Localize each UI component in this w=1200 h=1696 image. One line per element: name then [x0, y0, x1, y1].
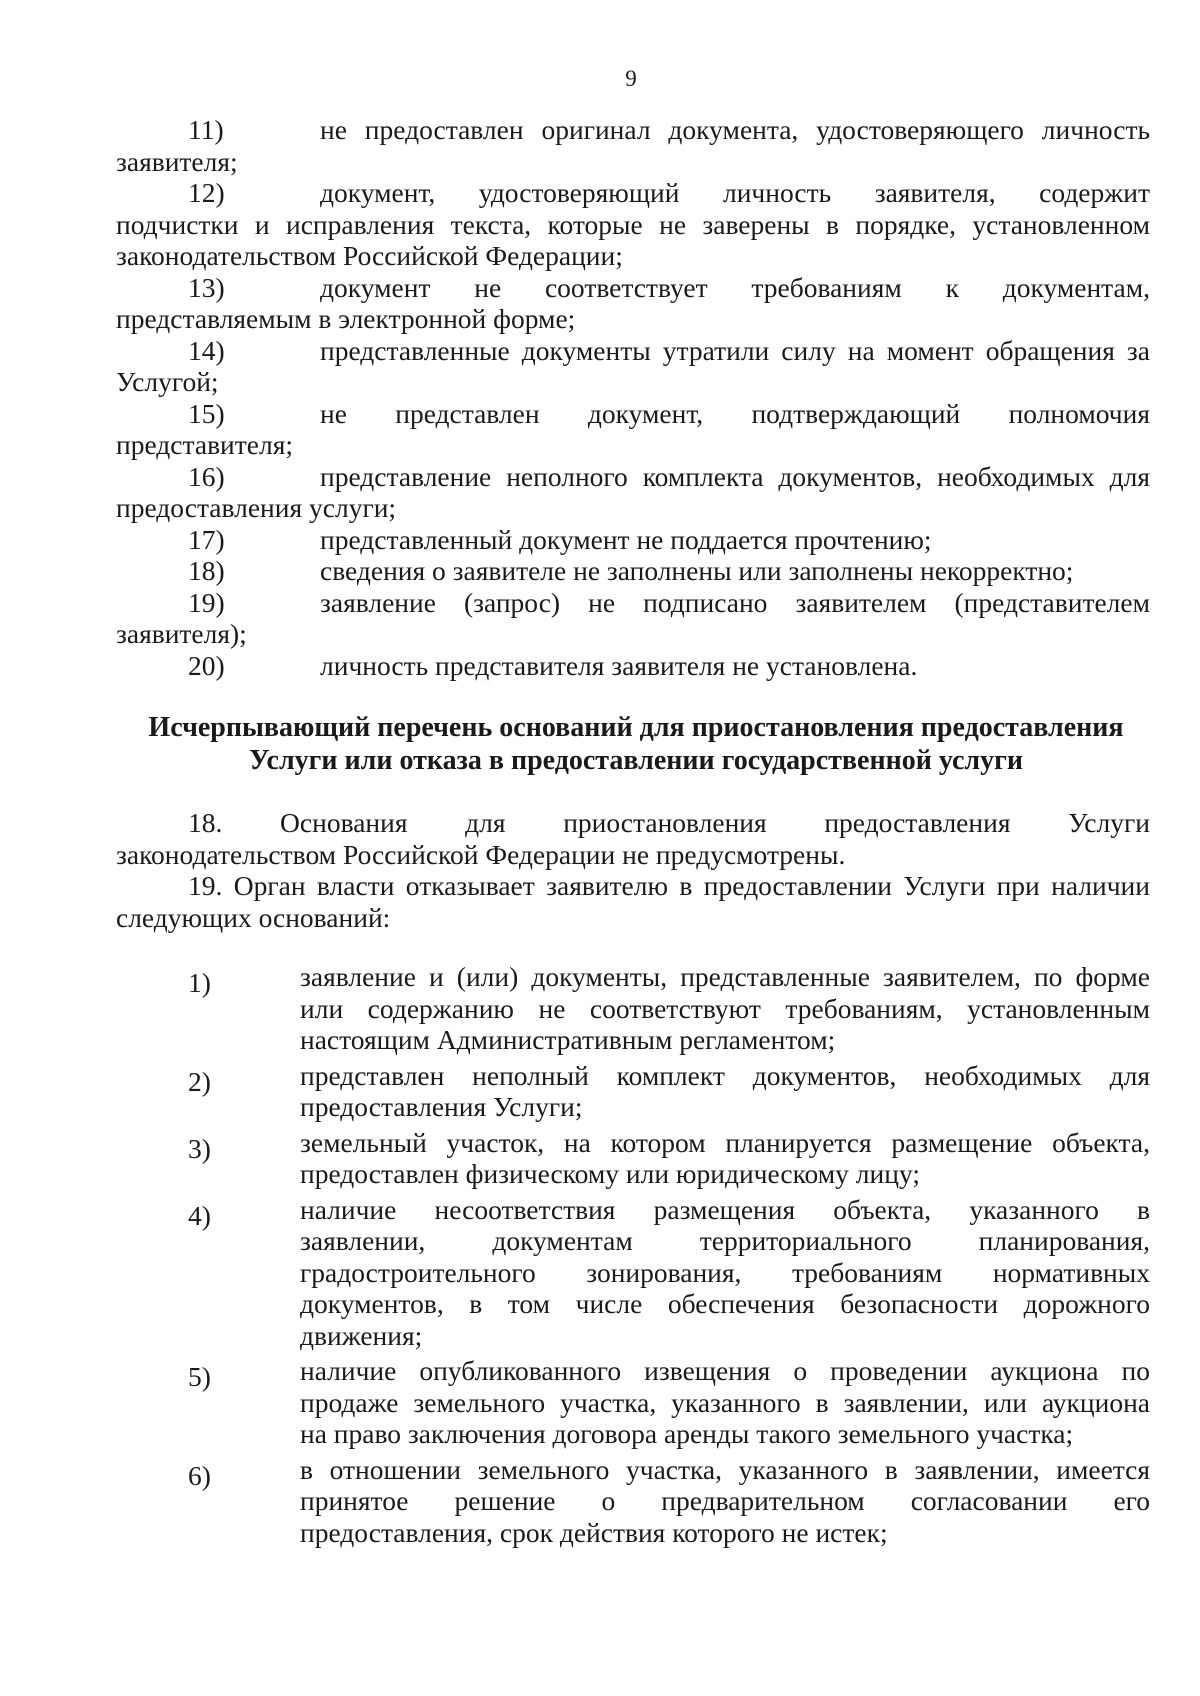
list-item	[116, 961, 1150, 1056]
paragraph-19	[116, 870, 1150, 933]
list-item-continuation: предоставления услуги;	[116, 492, 397, 523]
list-item-line: земельный участок, на котором планируется размещение объекта,	[300, 1126, 1150, 1158]
list-item	[116, 398, 1150, 430]
list-item	[116, 1194, 1150, 1352]
list-item	[116, 1127, 1150, 1190]
list-item-line: градостроительного зонирования, требованиям нормативных	[300, 1256, 1150, 1288]
list-item-number: 17)	[188, 523, 225, 555]
list-item-number: 16)	[188, 460, 225, 492]
list-item-line: наличие опубликованного извещения о проведении аукциона по	[300, 1355, 1150, 1386]
list-item-continuation: заявителя;	[116, 145, 238, 177]
list-item-continuation: представителя;	[116, 429, 294, 460]
list-item-number: 5)	[188, 1361, 211, 1392]
list-item-number: 2)	[188, 1065, 211, 1097]
refusal-list-a	[116, 114, 1150, 681]
paragraph-line: 19. Орган власти отказывает заявителю в предоставлении Услуги при наличии	[188, 870, 1150, 901]
list-item-line: документов, в том числе обеспечения безопасности дорожного	[300, 1288, 1150, 1319]
paragraph-18	[116, 807, 1150, 870]
list-item-continuation: заявителя);	[116, 618, 247, 649]
list-item	[116, 555, 1150, 587]
list-item	[116, 1355, 1150, 1450]
list-item-text: не предоставлен оригинал документа, удостоверяющего личность	[320, 114, 1150, 145]
list-item-text: личность представителя заявителя не установлена.	[320, 649, 918, 681]
list-item-line: заявление и (или) документы, представленные заявителем, по форме	[300, 961, 1150, 992]
list-item-line: на право заключения договора аренды такого земельного участка;	[300, 1418, 1074, 1449]
list-item-continuation: законодательством Российской Федерации;	[116, 240, 623, 271]
section-heading	[116, 711, 1150, 777]
list-item-line: наличие несоответствия размещения объекта, указанного в	[300, 1193, 1150, 1225]
list-item-text: документ не соответствует требованиям к документам,	[320, 271, 1150, 303]
list-item-number: 11)	[188, 114, 224, 145]
list-item	[116, 650, 1150, 682]
list-item-text: представление неполного комплекта документов, необходимых для	[320, 460, 1150, 492]
list-item-text: не представлен документ, подтверждающий полномочия	[320, 397, 1150, 429]
list-item-text	[300, 1355, 1150, 1450]
list-item-number: 1)	[188, 967, 211, 998]
list-item	[116, 461, 1150, 493]
list-item-text	[300, 961, 1150, 1056]
list-item-number: 4)	[188, 1199, 211, 1231]
list-item-text: документ, удостоверяющий личность заявителя, содержит	[320, 177, 1150, 208]
list-item-text	[300, 1127, 1150, 1190]
list-item-number: 20)	[188, 649, 225, 681]
list-item-continuation: Услугой;	[116, 366, 219, 397]
list-item-number: 6)	[188, 1459, 211, 1491]
list-item	[116, 587, 1150, 619]
section-heading-line: Услуги или отказа в предоставлении государственной услуги	[249, 745, 1023, 776]
list-item-line: заявлении, документам территориального планирования,	[300, 1225, 1150, 1256]
list-item-line: представлен неполный комплект документов, необходимых для	[300, 1059, 1150, 1091]
page-number: 9	[625, 66, 637, 91]
list-item-text: заявление (запрос) не подписано заявителем (представителем	[320, 586, 1150, 618]
list-item-continuation: подчистки и исправления текста, которые не заверены в порядке, установленном	[116, 208, 1150, 240]
list-item-line: или содержанию не соответствуют требованиям, установленным	[300, 992, 1150, 1024]
list-item	[116, 524, 1150, 556]
section-heading-line: Исчерпывающий перечень оснований для приостановления предоставления	[148, 712, 1124, 743]
list-item-number: 19)	[188, 586, 225, 618]
list-item	[116, 1454, 1150, 1549]
list-item-continuation: представляемым в электронной форме;	[116, 303, 576, 334]
list-item-line: принятое решение о предварительном согласовании его	[300, 1485, 1150, 1516]
list-item	[116, 177, 1150, 209]
list-item-number: 15)	[188, 397, 225, 429]
list-item	[116, 272, 1150, 304]
list-item	[116, 335, 1150, 367]
paragraph-line: 18. Основания для приостановления предоставления Услуги	[188, 807, 1150, 838]
list-item-line: предоставления, срок действия которого не истек;	[300, 1516, 888, 1548]
list-item-line: настоящим Административным регламентом;	[300, 1024, 836, 1055]
refusal-list-b	[116, 961, 1150, 1548]
list-item-line: предоставлен физическому или юридическому лицу;	[300, 1158, 920, 1189]
list-item-text	[300, 1060, 1150, 1123]
list-item-line: движения;	[300, 1319, 423, 1351]
list-item-number: 14)	[188, 334, 225, 366]
list-item-number: 18)	[188, 555, 225, 586]
list-item-number: 3)	[188, 1132, 211, 1164]
list-item-number: 12)	[188, 177, 225, 208]
list-item-text: представленные документы утратили силу на момент обращения за	[320, 334, 1150, 366]
list-item	[116, 114, 1150, 146]
list-item-number: 13)	[188, 271, 225, 303]
list-item-text: сведения о заявителе не заполнены или заполнены некорректно;	[320, 555, 1074, 586]
paragraph-line: законодательством Российской Федерации не предусмотрены.	[116, 838, 846, 870]
list-item-line: в отношении земельного участка, указанного в заявлении, имеется	[300, 1453, 1150, 1485]
list-item-text	[300, 1194, 1150, 1352]
document-body	[116, 114, 1150, 1552]
list-item-line: предоставления Услуги;	[300, 1091, 583, 1122]
list-item	[116, 1060, 1150, 1123]
list-item-text: представленный документ не поддается прочтению;	[320, 523, 932, 555]
paragraph-line: следующих оснований:	[116, 901, 391, 933]
list-item-text	[300, 1454, 1150, 1549]
list-item-line: продаже земельного участка, указанного в заявлении, или аукциона	[300, 1386, 1150, 1418]
